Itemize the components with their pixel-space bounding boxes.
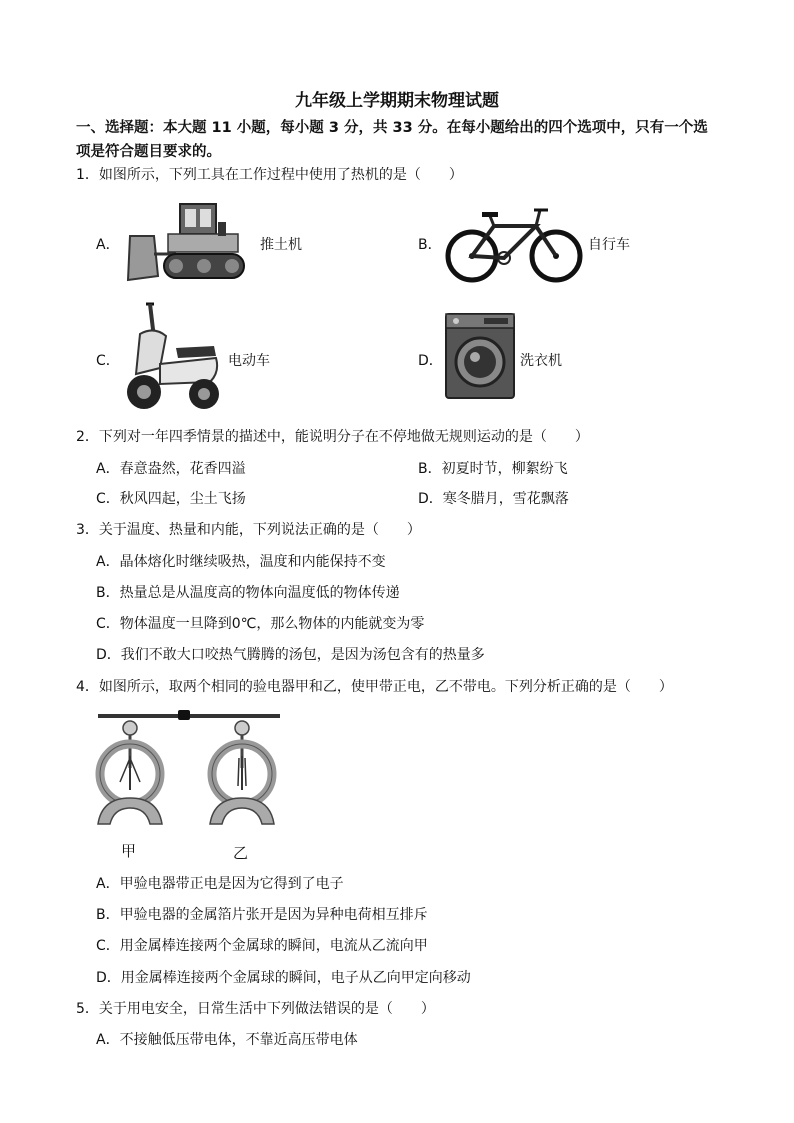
- q1-option-d-label: 洗衣机: [520, 353, 562, 369]
- scooter-icon: [120, 298, 226, 414]
- question-3-stem: 3．关于温度、热量和内能，下列说法正确的是（ ）: [76, 522, 421, 538]
- bicycle-icon: [444, 204, 584, 284]
- q4-option-a: A．甲验电器带正电是因为它得到了电子: [96, 876, 344, 892]
- section-heading-line1: 一、选择题：本大题 11 小题，每小题 3 分，共 33 分。在每小题给出的四个选项中，只有一个选: [76, 120, 708, 136]
- q1-option-d-letter: D．: [418, 353, 443, 369]
- figure-label-jia: 甲: [121, 842, 137, 860]
- q3-option-b: B．热量总是从温度高的物体向温度低的物体传递: [96, 585, 400, 601]
- q2-option-c: C．秋风四起，尘土飞扬: [96, 491, 246, 507]
- section-heading-line2: 项是符合题目要求的。: [76, 144, 221, 160]
- q1-option-a-letter: A．: [96, 237, 120, 253]
- section-heading: [76, 116, 756, 164]
- question-2-stem: 2．下列对一年四季情景的描述中，能说明分子在不停地做无规则运动的是（ ）: [76, 429, 589, 445]
- q1-option-b-label: 自行车: [588, 237, 630, 253]
- q2-option-b: B．初夏时节，柳絮纷飞: [418, 461, 568, 477]
- bulldozer-icon: [124, 198, 254, 290]
- q5-option-a: A．不接触低压带电体，不靠近高压带电体: [96, 1032, 358, 1048]
- electroscope-yi-icon: [210, 721, 274, 824]
- q3-option-a: A．晶体熔化时继续吸热，温度和内能保持不变: [96, 554, 386, 570]
- question-1-stem: 1．如图所示，下列工具在工作过程中使用了热机的是（ ）: [76, 167, 463, 183]
- q4-option-d: D．用金属棒连接两个金属球的瞬间，电子从乙向甲定向移动: [96, 970, 471, 986]
- electroscope-jia-icon: [98, 721, 162, 824]
- q1-option-c-letter: C．: [96, 353, 120, 369]
- figure-label-yi: 乙: [233, 844, 249, 862]
- q1-option-c-label: 电动车: [228, 353, 270, 369]
- page-title: 九年级上学期期末物理试题: [295, 91, 499, 111]
- q4-option-c: C．用金属棒连接两个金属球的瞬间，电流从乙流向甲: [96, 938, 428, 954]
- question-4-stem: 4．如图所示，取两个相同的验电器甲和乙，使甲带正电，乙不带电。下列分析正确的是（ ）: [76, 679, 673, 695]
- q2-option-d: D．寒冬腊月，雪花飘落: [418, 491, 569, 507]
- question-5-stem: 5．关于用电安全，日常生活中下列做法错误的是（ ）: [76, 1001, 435, 1017]
- q2-option-a: A．春意盎然，花香四溢: [96, 461, 246, 477]
- q1-option-b-letter: B．: [418, 237, 442, 253]
- q4-option-b: B．甲验电器的金属箔片张开是因为异种电荷相互排斥: [96, 907, 428, 923]
- electroscope-figure: [92, 706, 286, 830]
- q1-option-a-label: 推土机: [260, 237, 302, 253]
- q3-option-c: C．物体温度一旦降到0℃，那么物体的内能就变为零: [96, 616, 425, 632]
- q3-option-d: D．我们不敢大口咬热气腾腾的汤包，是因为汤包含有的热量多: [96, 647, 485, 663]
- washing-machine-icon: [444, 312, 516, 400]
